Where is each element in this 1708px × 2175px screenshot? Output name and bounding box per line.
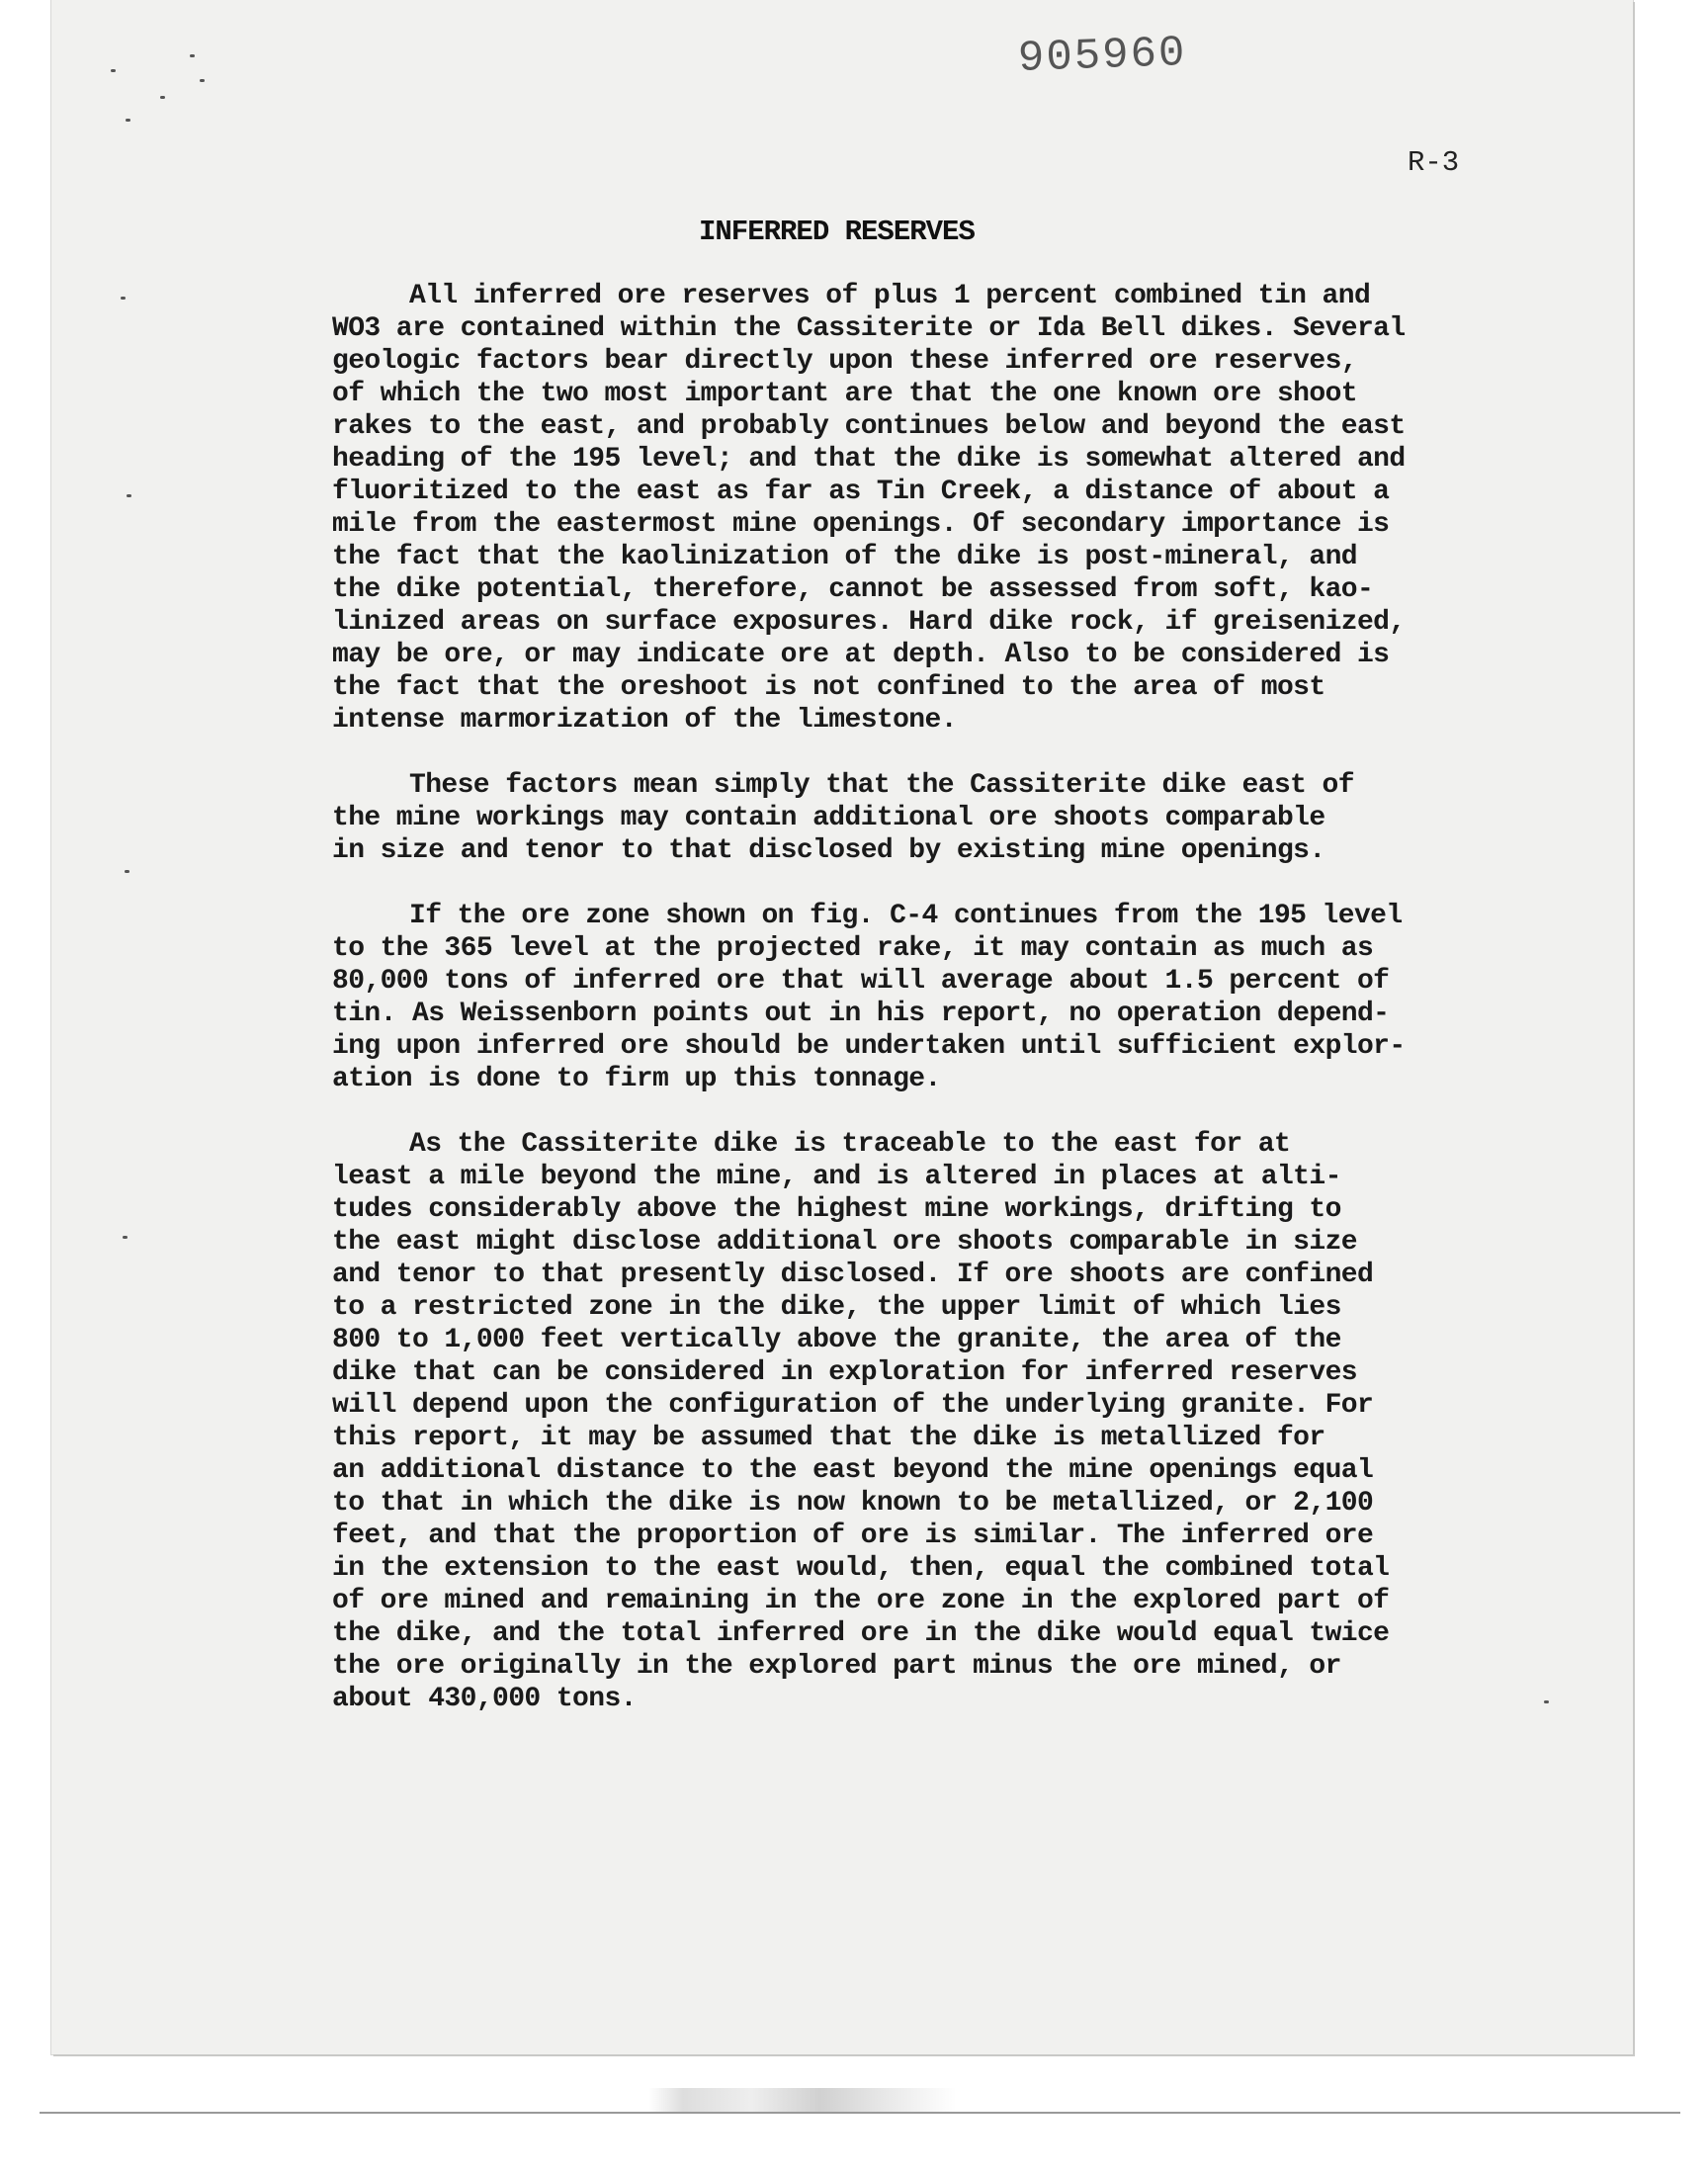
text-line: to a restricted zone in the dike, the upper limit of which lies — [332, 1292, 1341, 1323]
text-line: the ore originally in the explored part minus the ore mined, or — [332, 1651, 1341, 1682]
text-line: in size and tenor to that disclosed by existing mine openings. — [332, 835, 1325, 866]
text-line: 80,000 tons of inferred ore that will average about 1.5 percent of — [332, 966, 1390, 997]
text-line: of which the two most important are that the one known ore shoot — [332, 379, 1357, 409]
text-line: in the extension to the east would, then, equal the combined total — [332, 1553, 1390, 1584]
text-line: dike that can be considered in exploration for inferred reserves — [332, 1357, 1357, 1388]
text-line: linized areas on surface exposures. Hard dike rock, if greisenized, — [332, 607, 1406, 638]
text-line: may be ore, or may indicate ore at depth. Also to be considered is — [332, 640, 1390, 670]
document-page — [51, 0, 1633, 2054]
text-line: the fact that the kaolinization of the dike is post-mineral, and — [332, 542, 1357, 572]
text-line: tin. As Weissenborn points out in his report, no operation depend- — [332, 999, 1390, 1029]
text-line: least a mile beyond the mine, and is altered in places at alti- — [332, 1162, 1341, 1192]
text-line: All inferred ore reserves of plus 1 percent combined tin and — [409, 281, 1371, 311]
scanner-edge-strip — [0, 2088, 1708, 2112]
text-line: WO3 are contained within the Cassiterite or Ida Bell dikes. Several — [332, 313, 1406, 344]
paragraph-1 — [332, 280, 1518, 737]
text-line: feet, and that the proportion of ore is similar. The inferred ore — [332, 1521, 1374, 1551]
text-line: will depend upon the configuration of the underlying granite. For — [332, 1390, 1374, 1421]
text-line: the mine workings may contain additional ore shoots comparable — [332, 803, 1325, 833]
paragraph-4 — [332, 1128, 1518, 1715]
text-line: the dike, and the total inferred ore in the dike would equal twice — [332, 1618, 1390, 1649]
text-line: mile from the eastermost mine openings. Of secondary importance is — [332, 509, 1390, 540]
text-line: an additional distance to the east beyond the mine openings equal — [332, 1455, 1374, 1486]
text-line: of ore mined and remaining in the ore zone in the explored part of — [332, 1586, 1390, 1616]
text-line: to the 365 level at the projected rake, it may contain as much as — [332, 933, 1374, 964]
text-line: 800 to 1,000 feet vertically above the granite, the area of the — [332, 1325, 1341, 1355]
text-line: ing upon inferred ore should be undertaken until sufficient explor- — [332, 1031, 1406, 1062]
page-number: R-3 — [1408, 146, 1460, 179]
text-line: heading of the 195 level; and that the dike is somewhat altered and — [332, 444, 1406, 475]
text-line: As the Cassiterite dike is traceable to the east for at — [409, 1129, 1291, 1160]
text-line: rakes to the east, and probably continues below and beyond the east — [332, 411, 1406, 442]
text-line: to that in which the dike is now known to be metallized, or 2,100 — [332, 1488, 1374, 1519]
text-line: If the ore zone shown on fig. C-4 continues from the 195 level — [409, 901, 1403, 931]
text-line: and tenor to that presently disclosed. If ore shoots are confined — [332, 1260, 1374, 1290]
scanner-edge-line — [40, 2112, 1680, 2114]
text-line: fluoritized to the east as far as Tin Creek, a distance of about a — [332, 477, 1390, 507]
text-line: ation is done to firm up this tonnage. — [332, 1064, 941, 1094]
text-line: the east might disclose additional ore shoots comparable in size — [332, 1227, 1357, 1258]
section-heading: INFERRED RESERVES — [699, 216, 975, 248]
text-line: this report, it may be assumed that the dike is metallized for — [332, 1423, 1325, 1453]
text-line: These factors mean simply that the Cassiterite dike east of — [409, 770, 1354, 801]
text-line: the fact that the oreshoot is not confined to the area of most — [332, 672, 1325, 703]
document-stamp-number: 905960 — [1017, 29, 1188, 84]
body-text — [332, 280, 1518, 1748]
text-line: the dike potential, therefore, cannot be assessed from soft, kao- — [332, 574, 1374, 605]
text-line: about 430,000 tons. — [332, 1684, 637, 1714]
text-line: geologic factors bear directly upon these inferred ore reserves, — [332, 346, 1357, 377]
paragraph-3 — [332, 900, 1518, 1095]
text-line: intense marmorization of the limestone. — [332, 705, 957, 736]
text-line: tudes considerably above the highest mine workings, drifting to — [332, 1194, 1341, 1225]
paragraph-2 — [332, 769, 1518, 867]
